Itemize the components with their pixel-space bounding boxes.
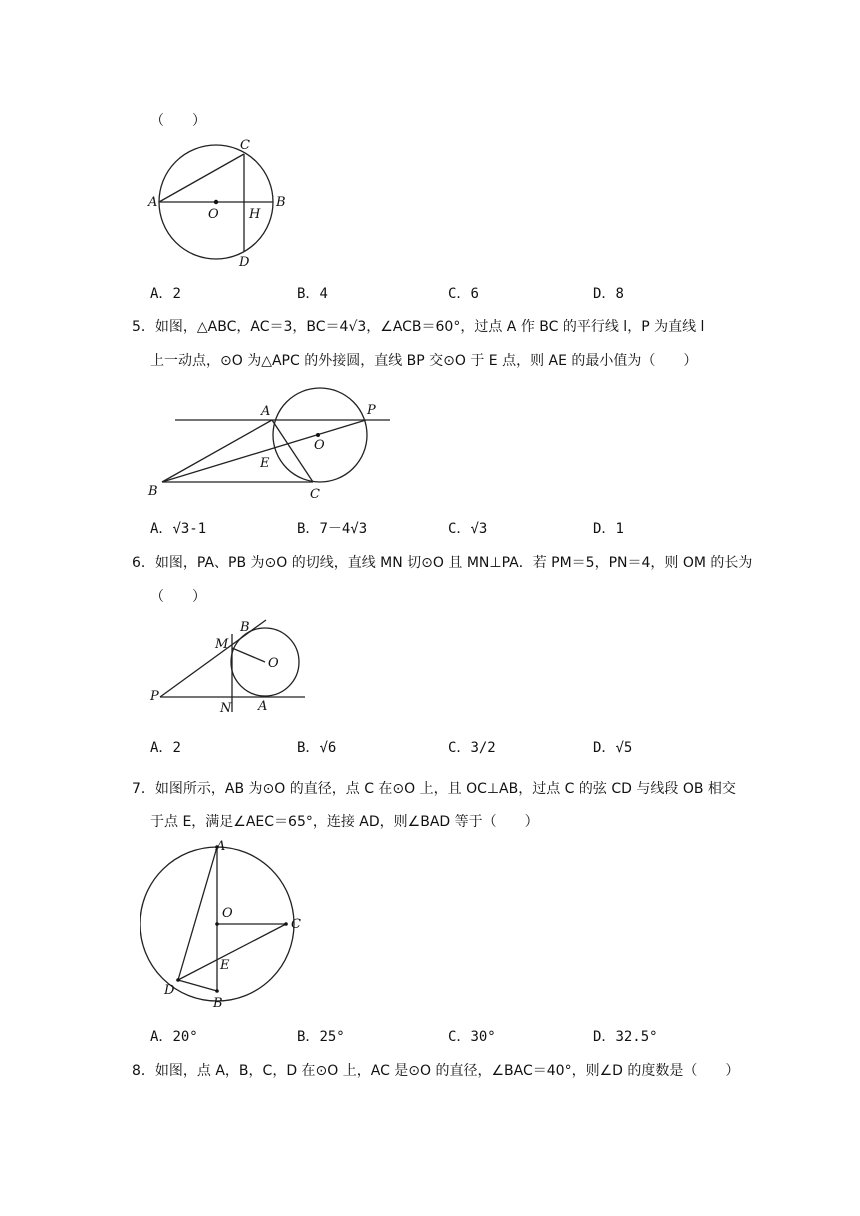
q7-label-c: C	[291, 917, 301, 932]
q5-center-dot	[316, 433, 320, 437]
q7-diagram	[140, 836, 320, 1016]
q5-label-e: E	[260, 456, 270, 471]
q6-label-b: B	[240, 620, 250, 635]
q7-label-e: E	[220, 958, 230, 973]
q6-option-d[interactable]: D．√5	[593, 740, 633, 756]
q6-label-n: N	[220, 701, 232, 716]
q6-stem-line2: （ ）	[150, 589, 206, 605]
q6-option-c[interactable]: C．3/2	[448, 740, 496, 756]
q5-option-c[interactable]: C．√3	[448, 521, 488, 537]
q4-label-o: O	[208, 207, 219, 222]
q7-label-a: A	[216, 839, 226, 854]
q4-center-dot	[214, 200, 218, 204]
q5-label-p: P	[367, 403, 376, 418]
q7-label-o: O	[222, 906, 233, 921]
q7-stem-line2: 于点 E，满足∠AEC＝65°，连接 AD，则∠BAD 等于（ ）	[150, 814, 539, 830]
q5-label-o: O	[314, 438, 325, 453]
q4-label-a: A	[148, 195, 158, 210]
q7-option-b[interactable]: B．25°	[297, 1029, 345, 1045]
q6-label-o: O	[268, 656, 279, 671]
q5-line-bp	[162, 420, 366, 482]
q4-option-a[interactable]: A．2	[150, 286, 181, 302]
q4-label-d: D	[239, 255, 250, 270]
q6-diagram	[140, 612, 320, 722]
q5-label-b: B	[148, 484, 158, 499]
q4-option-b[interactable]: B．4	[297, 286, 328, 302]
q5-label-a: A	[261, 404, 271, 419]
q7-option-a[interactable]: A．20°	[150, 1029, 198, 1045]
q7-option-c[interactable]: C．30°	[448, 1029, 496, 1045]
q7-segment-ad	[178, 847, 217, 980]
q7-label-b: B	[213, 996, 223, 1011]
q5-label-c: C	[310, 487, 320, 502]
q7-center-dot	[215, 922, 219, 926]
q4-segment-ac	[159, 154, 244, 202]
q6-label-a: A	[258, 699, 268, 714]
q4-paren: （ ）	[150, 113, 206, 129]
q4-label-h: H	[249, 207, 261, 222]
q6-label-p: P	[150, 689, 159, 704]
q5-diagram	[140, 375, 400, 505]
q6-label-m: M	[215, 637, 229, 652]
q5-stem-line2: 上一动点，⊙O 为△APC 的外接圆，直线 BP 交⊙O 于 E 点，则 AE 的最小值为（ ）	[150, 353, 698, 369]
q7-label-d: D	[164, 983, 175, 998]
q7-chord-cd	[178, 924, 286, 980]
q4-label-c: C	[240, 138, 250, 153]
q5-option-b[interactable]: B．7－4√3	[297, 521, 368, 537]
q4-label-b: B	[276, 195, 286, 210]
q5-option-d[interactable]: D．1	[593, 521, 624, 537]
q7-segment-db	[178, 980, 217, 991]
q6-option-a[interactable]: A．2	[150, 740, 181, 756]
q6-stem-line1: 6．如图，PA、PB 为⊙O 的切线，直线 MN 切⊙O 且 MN⊥PA．若 PM＝5，PN＝4，则 OM 的长为	[132, 555, 753, 571]
q4-diagram	[140, 132, 300, 272]
q7-stem-line1: 7．如图所示，AB 为⊙O 的直径，点 C 在⊙O 上，且 OC⊥AB，过点 C 的弦 CD 与线段 OB 相交	[132, 781, 736, 797]
q4-option-d[interactable]: D．8	[593, 286, 624, 302]
q6-segment-om	[232, 648, 265, 662]
q4-option-c[interactable]: C．6	[448, 286, 479, 302]
q5-option-a[interactable]: A．√3-1	[150, 521, 207, 537]
q8-stem-line1: 8．如图，点 A，B，C，D 在⊙O 上，AC 是⊙O 的直径，∠BAC＝40°，则∠D 的度数是（ ）	[132, 1063, 740, 1079]
q7-option-d[interactable]: D．32.5°	[593, 1029, 658, 1045]
q5-stem-line1: 5．如图，△ABC，AC＝3，BC＝4√3，∠ACB＝60°，过点 A 作 BC 的平行线 l，P 为直线 l	[132, 319, 705, 335]
q6-option-b[interactable]: B．√6	[297, 740, 337, 756]
q5-segment-ba	[162, 420, 272, 482]
